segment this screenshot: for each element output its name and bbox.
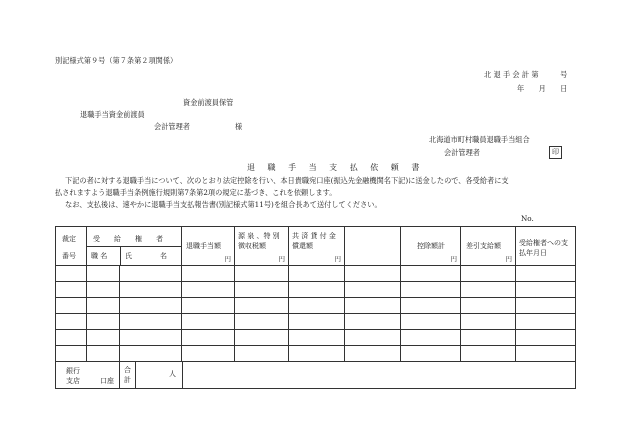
header-amount <box>182 227 235 266</box>
footer-total-label-2: 計 <box>124 376 131 384</box>
paragraph-2: なお、支払後は、速やかに退職手当支払報告書(別記様式第11号)を組合長あて送付してください。 <box>65 200 382 209</box>
footer-total-label-1: 合 <box>124 366 131 374</box>
addressee-line-3: 会計管理者 <box>154 122 190 131</box>
addressee-line-1: 資金前渡員保管 <box>183 98 234 107</box>
footer-bank-label: 銀行 <box>66 367 80 375</box>
header-kettei-label: 裁定 <box>62 235 76 243</box>
table-row <box>56 282 576 298</box>
header-gensen <box>235 227 289 266</box>
header-amount-yen: 円 <box>224 254 231 263</box>
header-payment-date <box>516 227 576 266</box>
header-sashihiki-label: 差引支給額 <box>466 242 501 250</box>
header-kyosai <box>289 227 345 266</box>
header-shimei-label: 氏 名 <box>125 252 167 260</box>
header-shokumei-label: 職 名 <box>91 252 108 260</box>
header-koujo-label: 控除額計 <box>417 242 445 250</box>
footer-bank-info <box>56 362 120 389</box>
header-recipient <box>87 227 182 266</box>
header-sashihiki <box>461 227 516 266</box>
document-title: 退 職 手 当 支 払 依 頼 書 <box>247 163 425 172</box>
sender-organization: 北海道市町村職員退職手当組合 <box>429 135 530 144</box>
table-row <box>56 314 576 330</box>
paragraph-1a: 下記の者に対する退職手当について、次のとおり法定控除を行い、本日貴職宛口座(振込先金融機関名下記)に送金したので、各受給者に支 <box>65 176 509 185</box>
header-kyosai-label-1: 共 済 貸 付 金 <box>292 232 336 240</box>
header-gensen-label-2: 徴収税額 <box>238 242 266 250</box>
addressee-line-2: 退職手当資金前渡員 <box>80 110 145 119</box>
table-header-row <box>56 227 576 266</box>
honorific: 様 <box>235 122 243 131</box>
header-kyosai-yen: 円 <box>334 254 341 263</box>
header-payment-date-label-2: 払年月日 <box>519 249 547 257</box>
table-row <box>56 266 576 282</box>
header-kettei <box>56 227 87 266</box>
header-koujo <box>401 227 461 266</box>
footer-account-label: 口座 <box>100 377 114 385</box>
header-kyosai-label-2: 償還額 <box>292 242 313 250</box>
table-row <box>56 346 576 362</box>
header-payment-date-label-1: 受給権者への支 <box>519 239 568 247</box>
footer-person-unit: 人 <box>169 370 176 378</box>
header-bango-label: 番号 <box>62 252 76 260</box>
header-recipient-label: 受 給 権 者 <box>93 235 163 243</box>
table-row <box>56 298 576 314</box>
table-row <box>56 330 576 346</box>
document-number: 北 退 手 会 計 第 号 <box>484 70 568 79</box>
header-gensen-label-1: 源 泉 、特 別 <box>238 232 280 240</box>
header-koujo-yen: 円 <box>450 254 457 263</box>
payment-table <box>55 226 576 389</box>
table-footer-row <box>56 362 576 389</box>
document-date: 年 月 日 <box>517 84 568 93</box>
form-number: 別記様式第９号（第７条第２項関係） <box>55 56 178 65</box>
header-blank <box>345 227 401 266</box>
paragraph-1b: 払されますよう退職手当条例施行規則第7条第2項の規定に基づき、これを依頼します。 <box>55 188 337 197</box>
header-gensen-yen: 円 <box>278 254 285 263</box>
number-label: No. <box>521 214 534 223</box>
header-sashihiki-yen: 円 <box>505 254 512 263</box>
footer-branch-label: 支店 <box>66 377 80 385</box>
header-amount-label: 退職手当額 <box>186 242 221 250</box>
sender-title: 会計管理者 <box>444 148 480 157</box>
footer-total <box>120 362 576 389</box>
seal-mark: 印 <box>549 146 562 159</box>
